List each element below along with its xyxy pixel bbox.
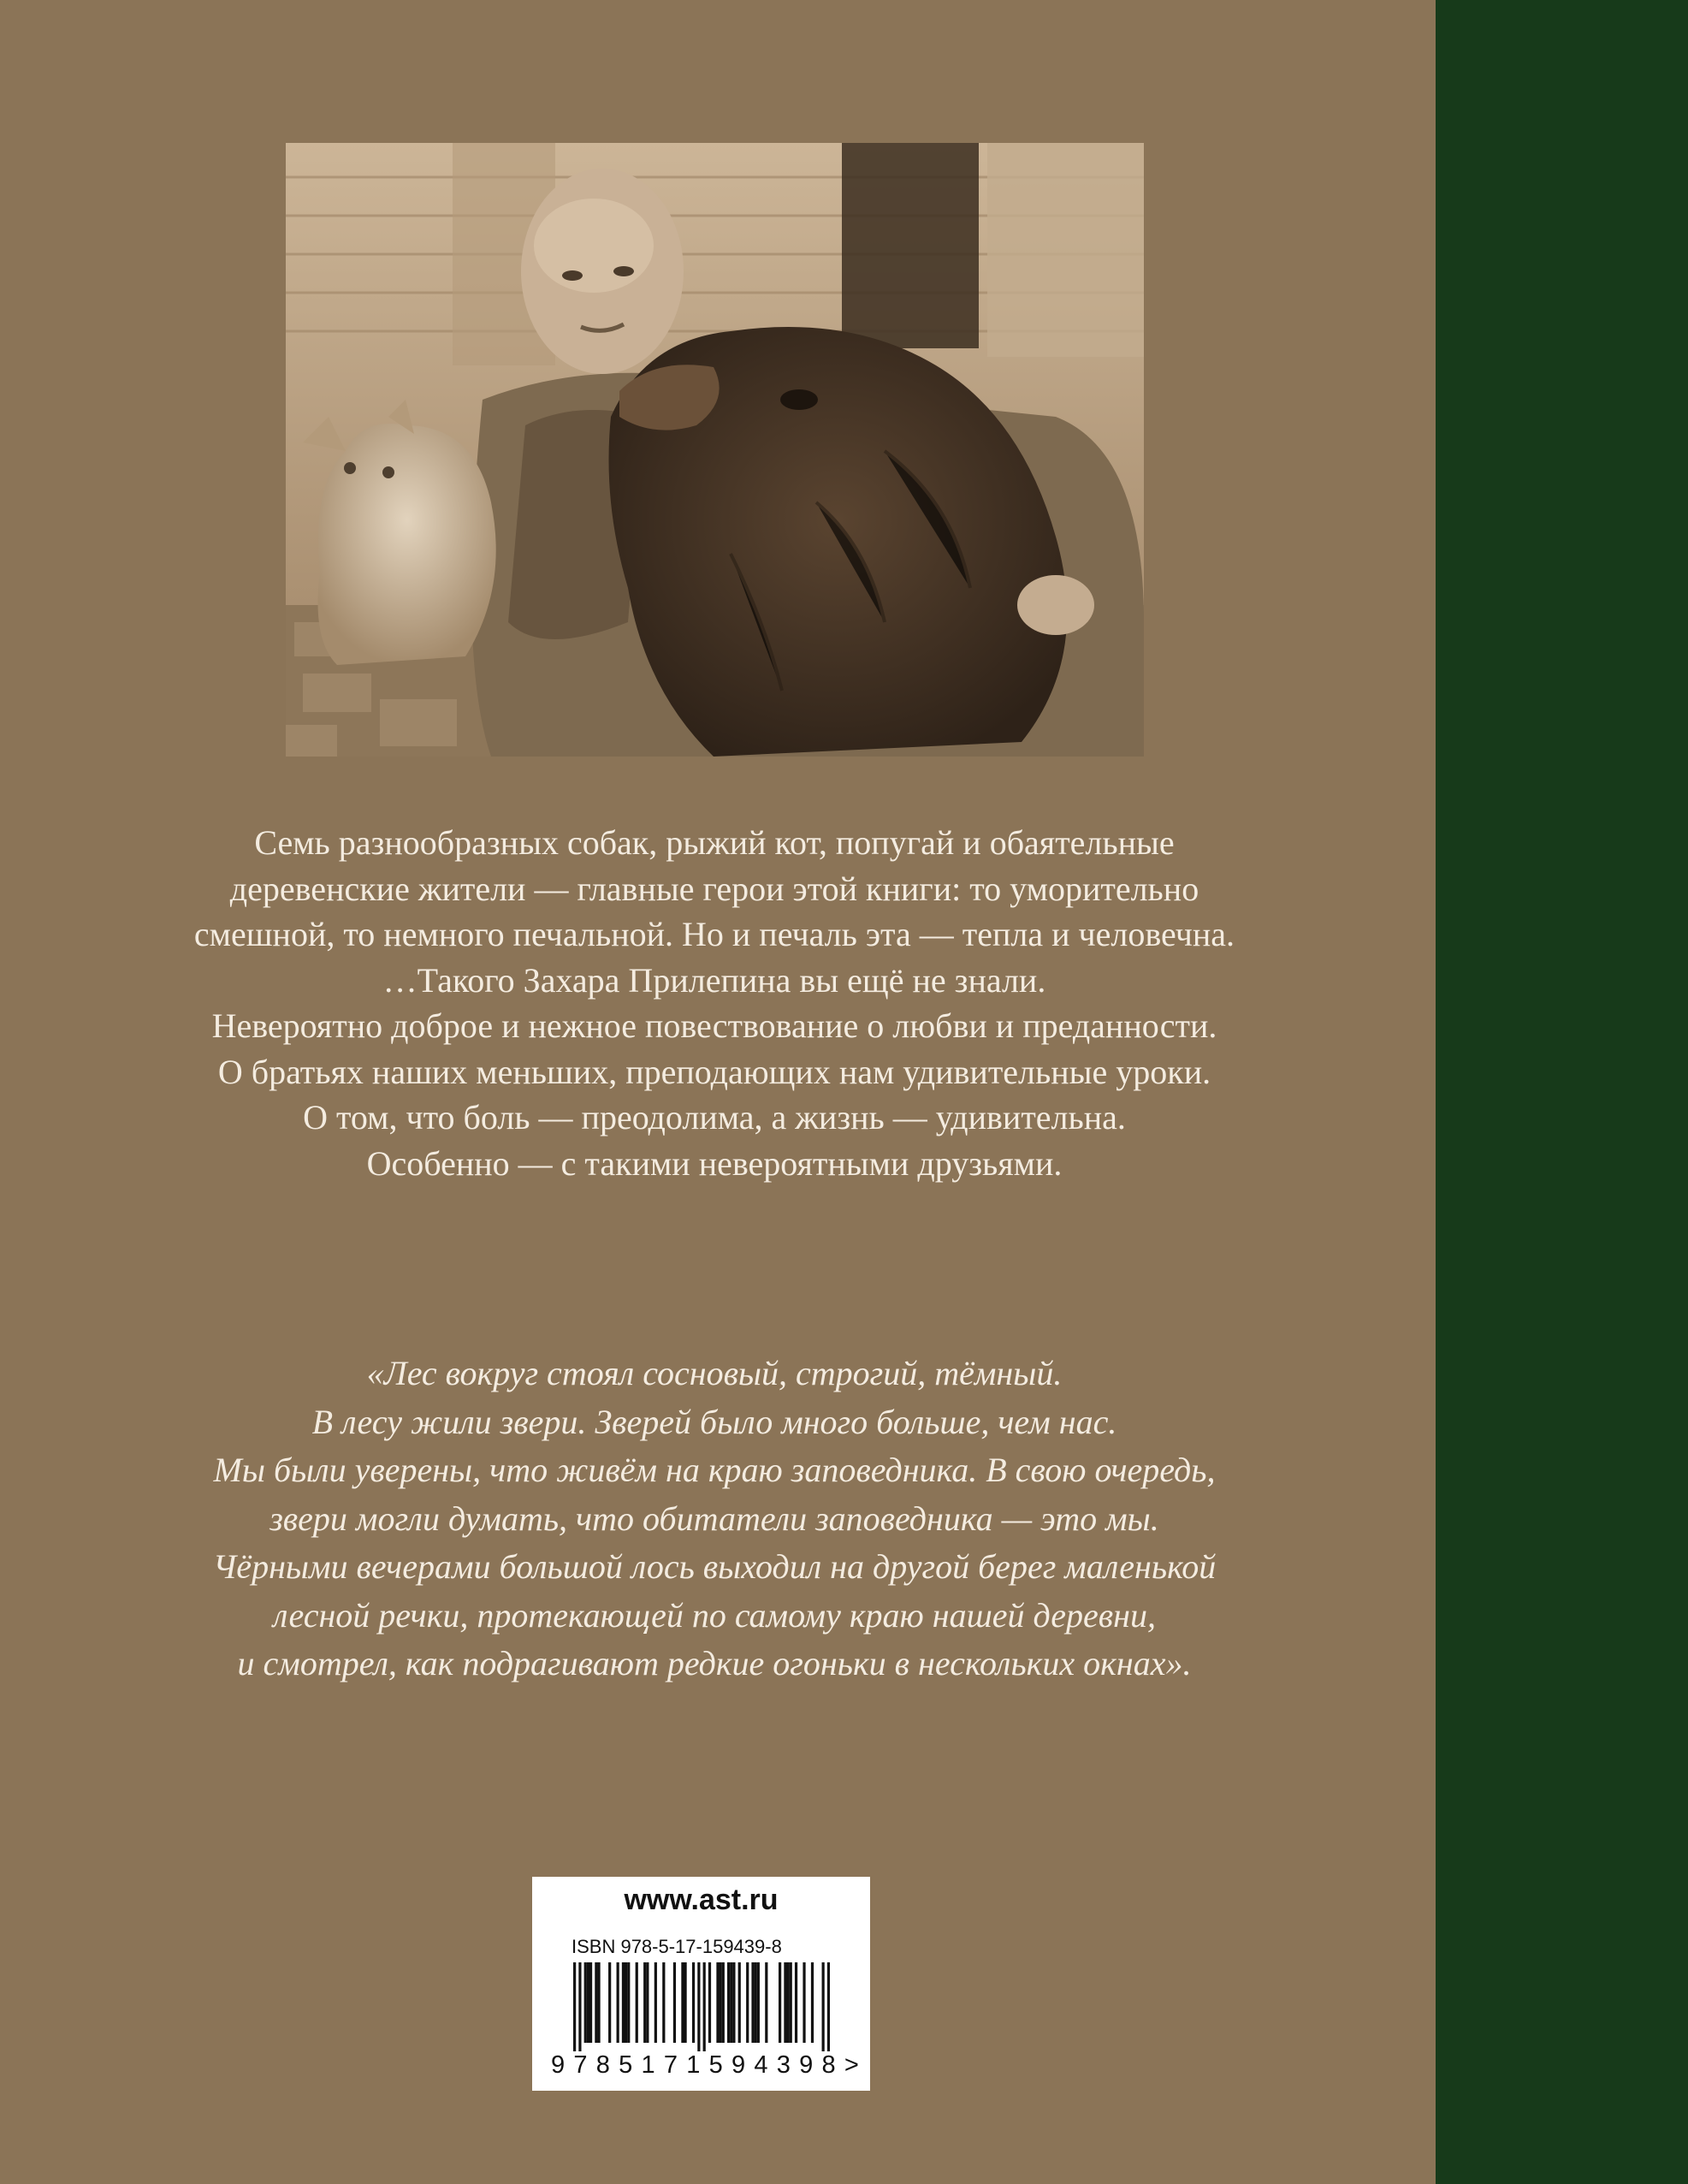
blurb-line: деревенские жители — главные герои этой книги: то уморительно (229, 869, 1199, 908)
barcode-bar (584, 1962, 587, 2043)
barcode-bar (617, 1962, 619, 2043)
barcode-bar (755, 1962, 757, 2043)
barcode-bar (803, 1962, 805, 2043)
quote-line: Чёрными вечерами большой лось выходил на другой берег маленькой (212, 1547, 1217, 1586)
blurb-line: …Такого Захара Прилепина вы ещё не знали. (382, 960, 1046, 1000)
barcode-digit: 1 (686, 2051, 701, 2079)
blurb-line: Семь разнообразных собак, рыжий кот, попугай и обаятельные (254, 823, 1175, 862)
barcode-digit: 4 (754, 2051, 768, 2079)
barcode-digit: > (844, 2051, 859, 2079)
barcode-digit: 5 (708, 2051, 723, 2079)
barcode-bar (751, 1962, 754, 2043)
barcode-digit: 8 (821, 2051, 836, 2079)
barcode-bar (578, 1962, 581, 2051)
blurb-line: О том, что боль — преодолима, а жизнь — удивительна. (303, 1098, 1126, 1137)
author-photo (286, 143, 1144, 757)
barcode-bar (684, 1962, 686, 2043)
barcode-digit: 9 (551, 2051, 566, 2079)
barcode-bar (708, 1962, 711, 2043)
barcode-bar (589, 1962, 592, 2043)
barcode-digit: 5 (619, 2051, 633, 2079)
blurb-line: Невероятно доброе и нежное повествование о любви и преданности. (211, 1006, 1217, 1045)
barcode-bar (795, 1962, 797, 2043)
barcode-bar (720, 1962, 722, 2043)
barcode-bar (681, 1962, 684, 2043)
barcode-bar (673, 1962, 676, 2043)
barcode-digit: 8 (595, 2051, 610, 2079)
barcode-bar (597, 1962, 600, 2043)
barcode-bar (608, 1962, 611, 2043)
book-quote (137, 1350, 1292, 1688)
barcode-bar (627, 1962, 630, 2043)
barcode-bar (654, 1962, 657, 2043)
barcode-digit: 9 (799, 2051, 814, 2079)
barcode-bar (738, 1962, 741, 2043)
blurb (137, 820, 1292, 1186)
barcode-bar (697, 1962, 700, 2051)
barcode-bar (757, 1962, 760, 2043)
barcode-digit: 7 (573, 2051, 588, 2079)
barcode-bar (779, 1962, 781, 2043)
barcode-bar (625, 1962, 627, 2043)
barcode-bar (716, 1962, 719, 2043)
barcode-bar (746, 1962, 749, 2043)
barcode-bar (786, 1962, 789, 2043)
barcode-bar (811, 1962, 814, 2043)
quote-line: «Лес вокруг стоял сосновый, строгий, тёмный. (366, 1354, 1063, 1392)
barcode-bar (587, 1962, 589, 2043)
barcode-bars (573, 1962, 830, 2051)
barcode-bar (662, 1962, 665, 2043)
barcode-bar (722, 1962, 725, 2043)
barcode-bar (765, 1962, 767, 2043)
barcode-bar (622, 1962, 625, 2043)
quote-line: В лесу жили звери. Зверей было много больше, чем нас. (311, 1402, 1117, 1441)
barcode-bar (784, 1962, 786, 2043)
quote-line: звери могли думать, что обитатели заповедника — это мы. (269, 1499, 1159, 1538)
blurb-line: Особенно — с такими невероятными друзьями. (366, 1143, 1063, 1183)
barcode-bar (727, 1962, 730, 2043)
barcode-digit: 3 (776, 2051, 791, 2079)
blurb-line: О братьях наших меньших, преподающих нам удивительные уроки. (217, 1052, 1211, 1091)
barcode-bar (636, 1962, 638, 2043)
barcode-digit: 1 (641, 2051, 655, 2079)
isbn-label: ISBN 978-5-17-159439-8 (572, 1936, 782, 1957)
barcode-bar (827, 1962, 830, 2051)
barcode-bar (732, 1962, 735, 2043)
barcode-bar (646, 1962, 649, 2043)
barcode-bar (790, 1962, 792, 2043)
barcode-bar (573, 1962, 576, 2051)
spine-strip (1436, 0, 1688, 2184)
blurb-line: смешной, то немного печальной. Но и печаль эта — тепла и человечна. (193, 915, 1235, 953)
publisher-website: www.ast.ru (624, 1884, 779, 1916)
barcode-digits (551, 2051, 859, 2080)
quote-line: лесной речки, протекающей по самому краю нашей деревни, (273, 1595, 1156, 1635)
barcode-digit: 7 (663, 2051, 678, 2079)
quote-line: и смотрел, как подрагивают редкие огоньки в нескольких окнах». (237, 1644, 1192, 1683)
barcode-block (532, 1877, 870, 2091)
barcode-bar (643, 1962, 646, 2043)
author-with-dog-and-cat-photo (286, 143, 1144, 757)
barcode-bar (703, 1962, 706, 2051)
barcode-bar (730, 1962, 732, 2043)
barcode-bar (822, 1962, 825, 2051)
barcode-digit: 9 (731, 2051, 746, 2079)
quote-line: Мы были уверены, что живём на краю заповедника. В свою очередь, (213, 1451, 1216, 1489)
barcode-bar (692, 1962, 695, 2043)
barcode-bar (595, 1962, 597, 2043)
